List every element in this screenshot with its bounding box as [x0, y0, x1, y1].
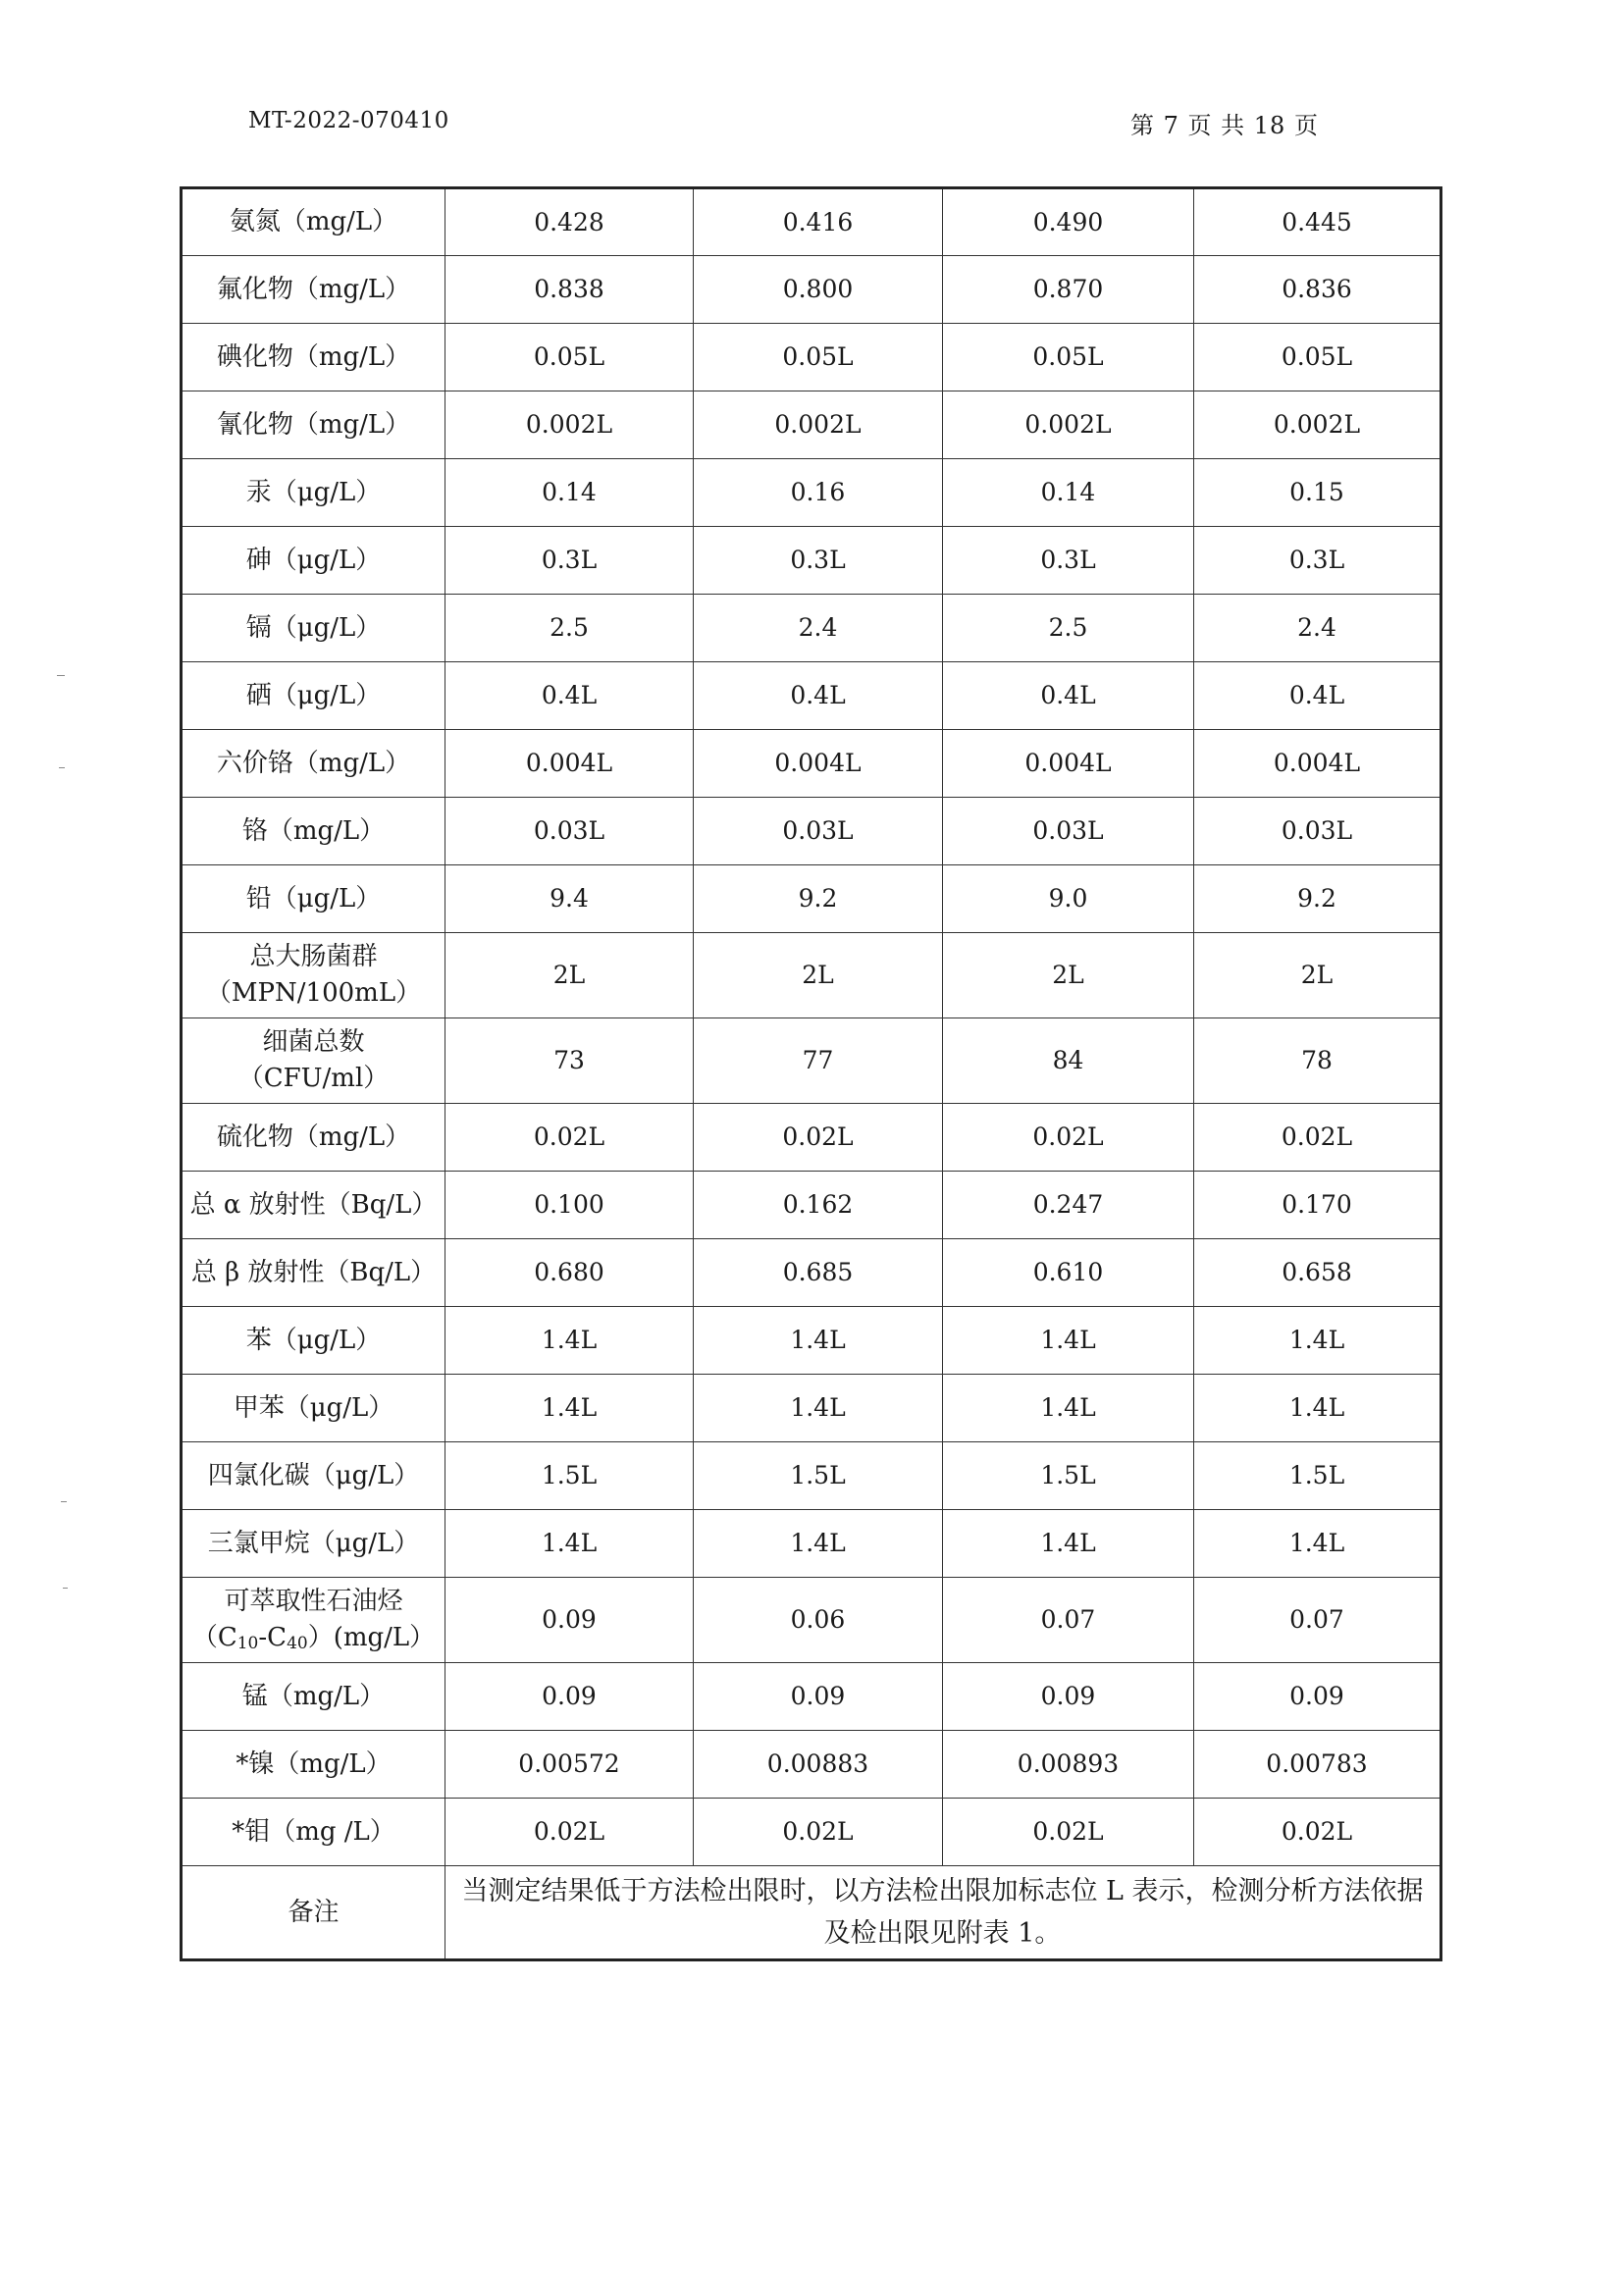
row-label: [182, 527, 445, 595]
row-label: [182, 1578, 445, 1663]
label-fragment: 40: [287, 1634, 308, 1653]
sample-value-cell: 1.4L: [943, 1375, 1194, 1442]
row-label: [182, 324, 445, 391]
sample-value-cell: 0.09: [445, 1663, 694, 1731]
table-row: [182, 1104, 1441, 1172]
label-fragment: -C: [258, 1623, 288, 1652]
scan-speck: [61, 1501, 67, 1502]
row-label-text: 镉（μg/L）: [245, 612, 382, 643]
sample-value-cell: 0.870: [943, 256, 1194, 324]
sample-value-cell: 9.4: [445, 865, 694, 933]
sample-value-cell: 0.02L: [694, 1104, 943, 1172]
row-label-text: 细菌总数: [262, 1027, 365, 1058]
sample-value-cell: 0.004L: [1194, 730, 1441, 798]
sample-value-cell: 1.5L: [445, 1442, 694, 1510]
row-label-text: 氨氮（mg/L）: [229, 207, 398, 237]
scan-speck: [59, 767, 65, 768]
table-row: [182, 1375, 1441, 1442]
sample-value-cell: 73: [445, 1018, 694, 1104]
sample-value-cell: 0.09: [445, 1578, 694, 1663]
sample-value-cell: 0.09: [694, 1663, 943, 1731]
sample-value-cell: 0.002L: [943, 391, 1194, 459]
sample-value-cell: 0.05L: [1194, 324, 1441, 391]
row-label: [182, 933, 445, 1018]
sample-value-cell: 0.00893: [943, 1731, 1194, 1799]
sample-value-cell: 0.416: [694, 188, 943, 256]
table-row: [182, 595, 1441, 662]
row-label-text: 三氯甲烷（μg/L）: [207, 1528, 420, 1558]
sample-value-cell: 0.445: [1194, 188, 1441, 256]
row-label-text: 四氯化碳（μg/L）: [207, 1460, 420, 1490]
sample-value-cell: 0.02L: [445, 1799, 694, 1866]
row-label: [182, 662, 445, 730]
table-row: [182, 1799, 1441, 1866]
sample-value-cell: 0.02L: [445, 1104, 694, 1172]
row-label-text: 砷（μg/L）: [245, 545, 382, 575]
sample-value-cell: 9.2: [1194, 865, 1441, 933]
row-label-text: 总大肠菌群: [249, 942, 378, 972]
row-label: [182, 1172, 445, 1239]
sample-value-cell: 0.002L: [1194, 391, 1441, 459]
table-row: [182, 933, 1441, 1018]
table-row: [182, 662, 1441, 730]
table-row: [182, 527, 1441, 595]
sample-value-cell: 0.06: [694, 1578, 943, 1663]
sample-value-cell: 0.09: [943, 1663, 1194, 1731]
table-row: [182, 188, 1441, 256]
sample-value-cell: 0.03L: [1194, 798, 1441, 865]
sample-value-cell: 0.14: [445, 459, 694, 527]
sample-value-cell: 9.2: [694, 865, 943, 933]
sample-value-cell: 0.100: [445, 1172, 694, 1239]
row-label-text: *钼（mg /L）: [232, 1816, 395, 1847]
row-label-unit: [192, 1623, 435, 1652]
table-row: [182, 324, 1441, 391]
label-fragment: （C: [191, 1623, 237, 1652]
sample-value-cell: 0.004L: [943, 730, 1194, 798]
row-label-text: 苯（μg/L）: [245, 1325, 382, 1355]
sample-value-cell: 0.03L: [943, 798, 1194, 865]
sample-value-cell: 0.05L: [694, 324, 943, 391]
sample-value-cell: 0.02L: [943, 1799, 1194, 1866]
row-label: [182, 595, 445, 662]
sample-value-cell: 0.4L: [694, 662, 943, 730]
sample-value-cell: 0.685: [694, 1239, 943, 1307]
sample-value-cell: 0.02L: [943, 1104, 1194, 1172]
row-label-unit: （CFU/ml）: [237, 1064, 390, 1093]
sample-value-cell: 2L: [445, 933, 694, 1018]
sample-value-cell: 1.4L: [694, 1375, 943, 1442]
sample-value-cell: 2L: [1194, 933, 1441, 1018]
scan-speck: [63, 1588, 68, 1589]
sample-value-cell: 9.0: [943, 865, 1194, 933]
sample-value-cell: 1.5L: [1194, 1442, 1441, 1510]
sample-value-cell: 0.004L: [445, 730, 694, 798]
sample-value-cell: 0.162: [694, 1172, 943, 1239]
sample-value-cell: 0.3L: [943, 527, 1194, 595]
row-label-text: 碘化物（mg/L）: [216, 341, 411, 372]
table-row: [182, 391, 1441, 459]
table-row: [182, 1731, 1441, 1799]
sample-value-cell: 0.3L: [445, 527, 694, 595]
sample-value-cell: 0.00883: [694, 1731, 943, 1799]
sample-value-cell: 84: [943, 1018, 1194, 1104]
sample-value-cell: 1.4L: [445, 1375, 694, 1442]
sample-value-cell: 77: [694, 1018, 943, 1104]
sample-value-cell: 2L: [943, 933, 1194, 1018]
sample-value-cell: 2.4: [694, 595, 943, 662]
sample-value-cell: 2L: [694, 933, 943, 1018]
sample-value-cell: 0.00783: [1194, 1731, 1441, 1799]
sample-value-cell: 0.07: [1194, 1578, 1441, 1663]
sample-value-cell: 0.4L: [943, 662, 1194, 730]
scan-speck: [57, 675, 65, 676]
table-row: [182, 798, 1441, 865]
sample-value-cell: 0.3L: [1194, 527, 1441, 595]
row-label: [182, 865, 445, 933]
table-row: [182, 1510, 1441, 1578]
row-label-text: *镍（mg/L）: [236, 1748, 392, 1779]
row-label: [182, 1663, 445, 1731]
sample-value-cell: 1.4L: [694, 1510, 943, 1578]
table-row: [182, 865, 1441, 933]
row-label: [182, 1442, 445, 1510]
row-label: [182, 1239, 445, 1307]
sample-value-cell: 0.490: [943, 188, 1194, 256]
sample-value-cell: 1.4L: [943, 1510, 1194, 1578]
row-label: [182, 1799, 445, 1866]
row-label: [182, 459, 445, 527]
sample-value-cell: 0.03L: [694, 798, 943, 865]
sample-value-cell: 0.07: [943, 1578, 1194, 1663]
sample-value-cell: 1.5L: [943, 1442, 1194, 1510]
sample-value-cell: 0.838: [445, 256, 694, 324]
row-label-text: 氟化物（mg/L）: [216, 274, 411, 304]
sample-value-cell: 0.3L: [694, 527, 943, 595]
document-number: MT-2022-070410: [248, 108, 449, 133]
sample-value-cell: 1.4L: [445, 1307, 694, 1375]
row-label-text: 总 α 放射性（Bq/L）: [189, 1189, 438, 1220]
sample-value-cell: 0.02L: [1194, 1799, 1441, 1866]
sample-value-cell: 0.15: [1194, 459, 1441, 527]
sample-value-cell: 0.610: [943, 1239, 1194, 1307]
row-label: [182, 256, 445, 324]
remark-label: 备注: [182, 1866, 445, 1960]
row-label-text: 可萃取性石油烃: [224, 1587, 403, 1617]
sample-value-cell: 0.14: [943, 459, 1194, 527]
sample-value-cell: 0.05L: [943, 324, 1194, 391]
row-label: [182, 1104, 445, 1172]
sample-value-cell: 0.002L: [445, 391, 694, 459]
sample-value-cell: 0.03L: [445, 798, 694, 865]
sample-value-cell: 0.002L: [694, 391, 943, 459]
table-row: [182, 1442, 1441, 1510]
table-row: [182, 1307, 1441, 1375]
table-row: [182, 1172, 1441, 1239]
results-table-body: [182, 188, 1441, 1960]
sample-value-cell: 0.800: [694, 256, 943, 324]
sample-value-cell: 0.05L: [445, 324, 694, 391]
row-label: [182, 798, 445, 865]
row-label-text: 六价铬（mg/L）: [216, 748, 411, 778]
sample-value-cell: 1.4L: [694, 1307, 943, 1375]
row-label-text: 汞（μg/L）: [245, 477, 382, 507]
row-label: [182, 188, 445, 256]
label-fragment: ）(mg/L）: [307, 1623, 436, 1652]
table-row: [182, 256, 1441, 324]
sample-value-cell: 2.5: [943, 595, 1194, 662]
row-label-text: 氰化物（mg/L）: [216, 409, 411, 440]
sample-value-cell: 1.4L: [445, 1510, 694, 1578]
sample-value-cell: 0.836: [1194, 256, 1441, 324]
row-label: [182, 1510, 445, 1578]
sample-value-cell: 2.5: [445, 595, 694, 662]
row-label-text: 锰（mg/L）: [241, 1681, 386, 1711]
row-label-text: 铅（μg/L）: [245, 883, 382, 913]
sample-value-cell: 0.02L: [694, 1799, 943, 1866]
sample-value-cell: 0.09: [1194, 1663, 1441, 1731]
sample-value-cell: 0.680: [445, 1239, 694, 1307]
row-label-text: 甲苯（μg/L）: [233, 1392, 394, 1423]
row-label: [182, 391, 445, 459]
sample-value-cell: 1.4L: [1194, 1307, 1441, 1375]
sample-value-cell: 0.4L: [445, 662, 694, 730]
sample-value-cell: 1.4L: [1194, 1375, 1441, 1442]
sample-value-cell: 1.4L: [943, 1307, 1194, 1375]
table-row: [182, 1663, 1441, 1731]
sample-value-cell: 0.00572: [445, 1731, 694, 1799]
table-row: [182, 1239, 1441, 1307]
label-fragment: 10: [236, 1634, 259, 1653]
remark-text: 当测定结果低于方法检出限时，以方法检出限加标志位 L 表示，检测分析方法依据及检出限见附表 1。: [445, 1866, 1441, 1960]
sample-value-cell: 1.5L: [694, 1442, 943, 1510]
sample-value-cell: 0.4L: [1194, 662, 1441, 730]
table-row: [182, 730, 1441, 798]
row-label-text: 总 β 放射性（Bq/L）: [190, 1257, 437, 1287]
sample-value-cell: 1.4L: [1194, 1510, 1441, 1578]
sample-value-cell: 0.16: [694, 459, 943, 527]
sample-value-cell: 0.004L: [694, 730, 943, 798]
sample-value-cell: 0.02L: [1194, 1104, 1441, 1172]
row-label-text: 铬（mg/L）: [241, 815, 386, 846]
page-indicator: 第 7 页 共 18 页: [1130, 112, 1319, 139]
sample-value-cell: 0.658: [1194, 1239, 1441, 1307]
table-row: [182, 459, 1441, 527]
table-row: [182, 1578, 1441, 1663]
row-label: [182, 1731, 445, 1799]
row-label-unit: （MPN/100mL）: [205, 978, 422, 1008]
sample-value-cell: 78: [1194, 1018, 1441, 1104]
row-label: [182, 1375, 445, 1442]
sample-value-cell: 0.428: [445, 188, 694, 256]
row-label-text: 硒（μg/L）: [245, 680, 382, 710]
sample-value-cell: 0.170: [1194, 1172, 1441, 1239]
remark-row: [182, 1866, 1441, 1960]
sample-value-cell: 0.247: [943, 1172, 1194, 1239]
sample-value-cell: 2.4: [1194, 595, 1441, 662]
row-label: [182, 1018, 445, 1104]
results-table: [180, 186, 1442, 1961]
row-label-text: 硫化物（mg/L）: [216, 1122, 411, 1152]
row-label: [182, 1307, 445, 1375]
table-row: [182, 1018, 1441, 1104]
row-label: [182, 730, 445, 798]
